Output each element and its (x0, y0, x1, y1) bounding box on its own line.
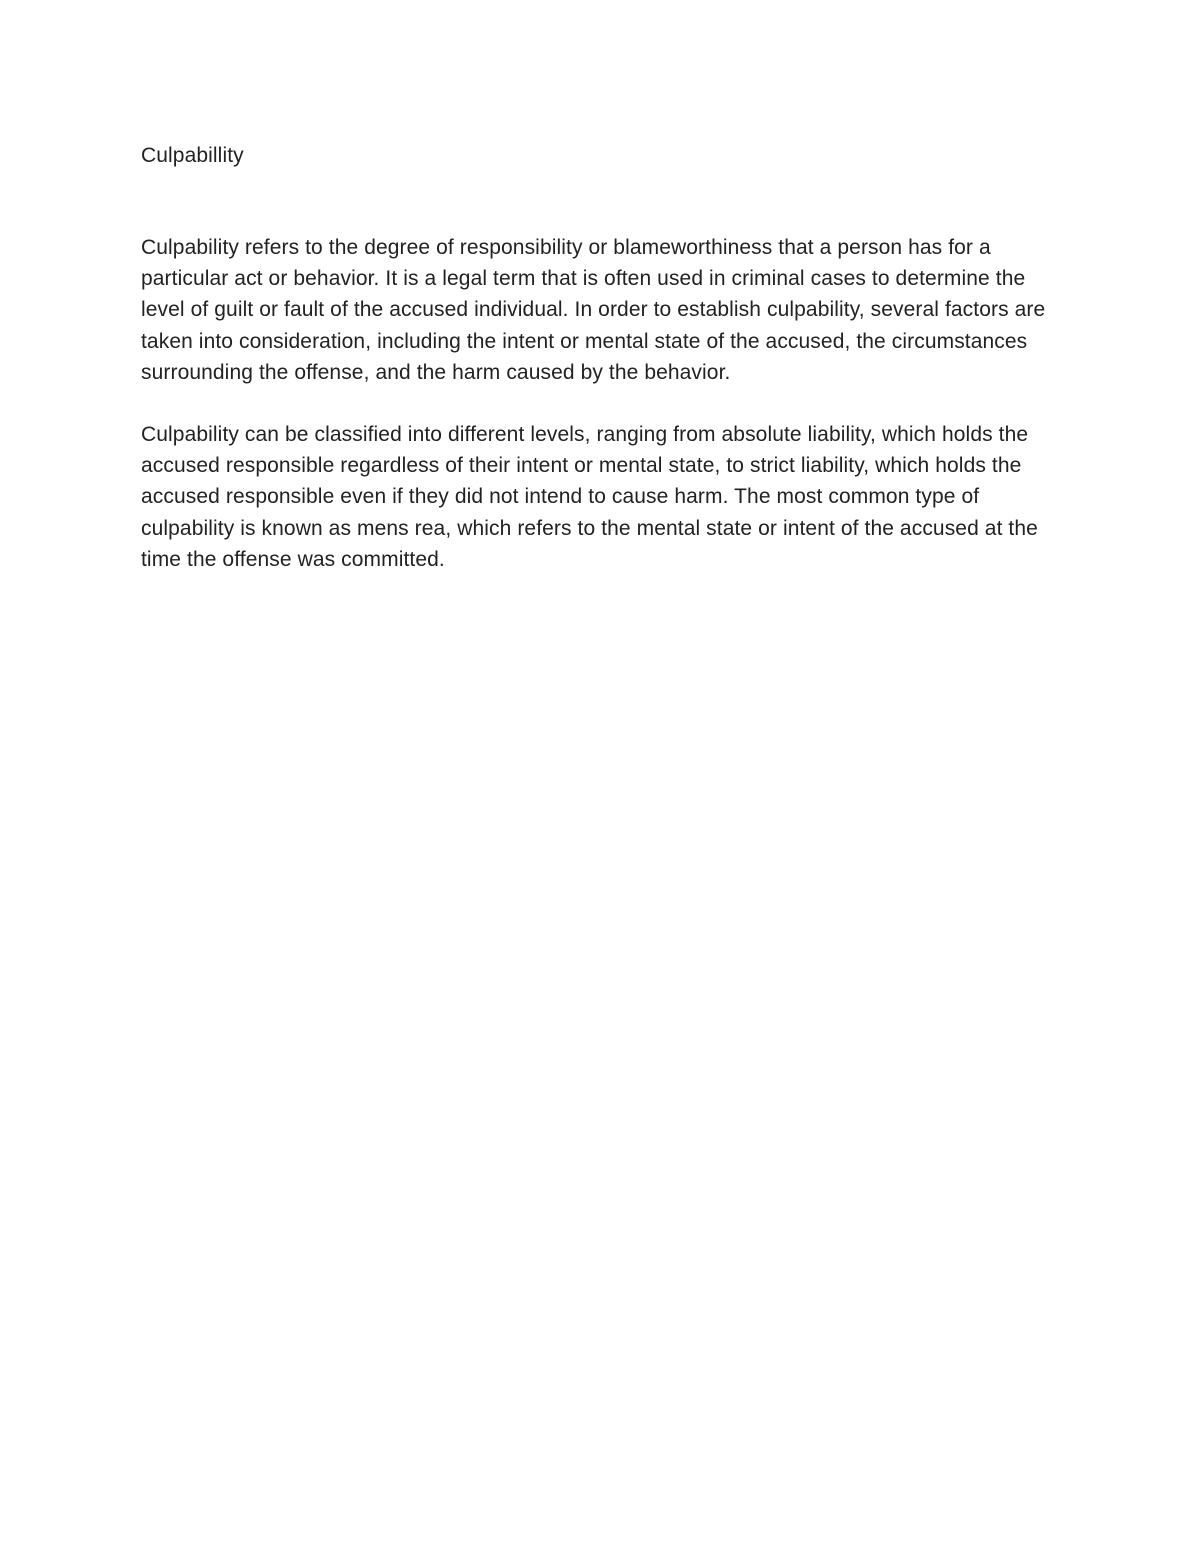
paragraph-definition: Culpability refers to the degree of responsibility or blameworthiness that a person has for a particular act or behavior. It is a legal term that is often used in criminal cases to determine the level of guilt or fault of the accused individual. In order to establish culpability, several factors are taken into consideration, including the intent or mental state of the accused, the circumstances surrounding the offense, and the harm caused by the behavior. (141, 236, 1046, 384)
document-body (141, 140, 1061, 575)
document-title: Culpabillity (141, 144, 244, 167)
paragraph-levels: Culpability can be classified into different levels, ranging from absolute liability, which holds the accused responsible regardless of their intent or mental state, to strict liability, which holds the accused responsible even if they did not intend to cause harm. The most common type of culpability is known as mens rea, which refers to the mental state or intent of the accused at the time the offense was committed. (141, 423, 1038, 571)
